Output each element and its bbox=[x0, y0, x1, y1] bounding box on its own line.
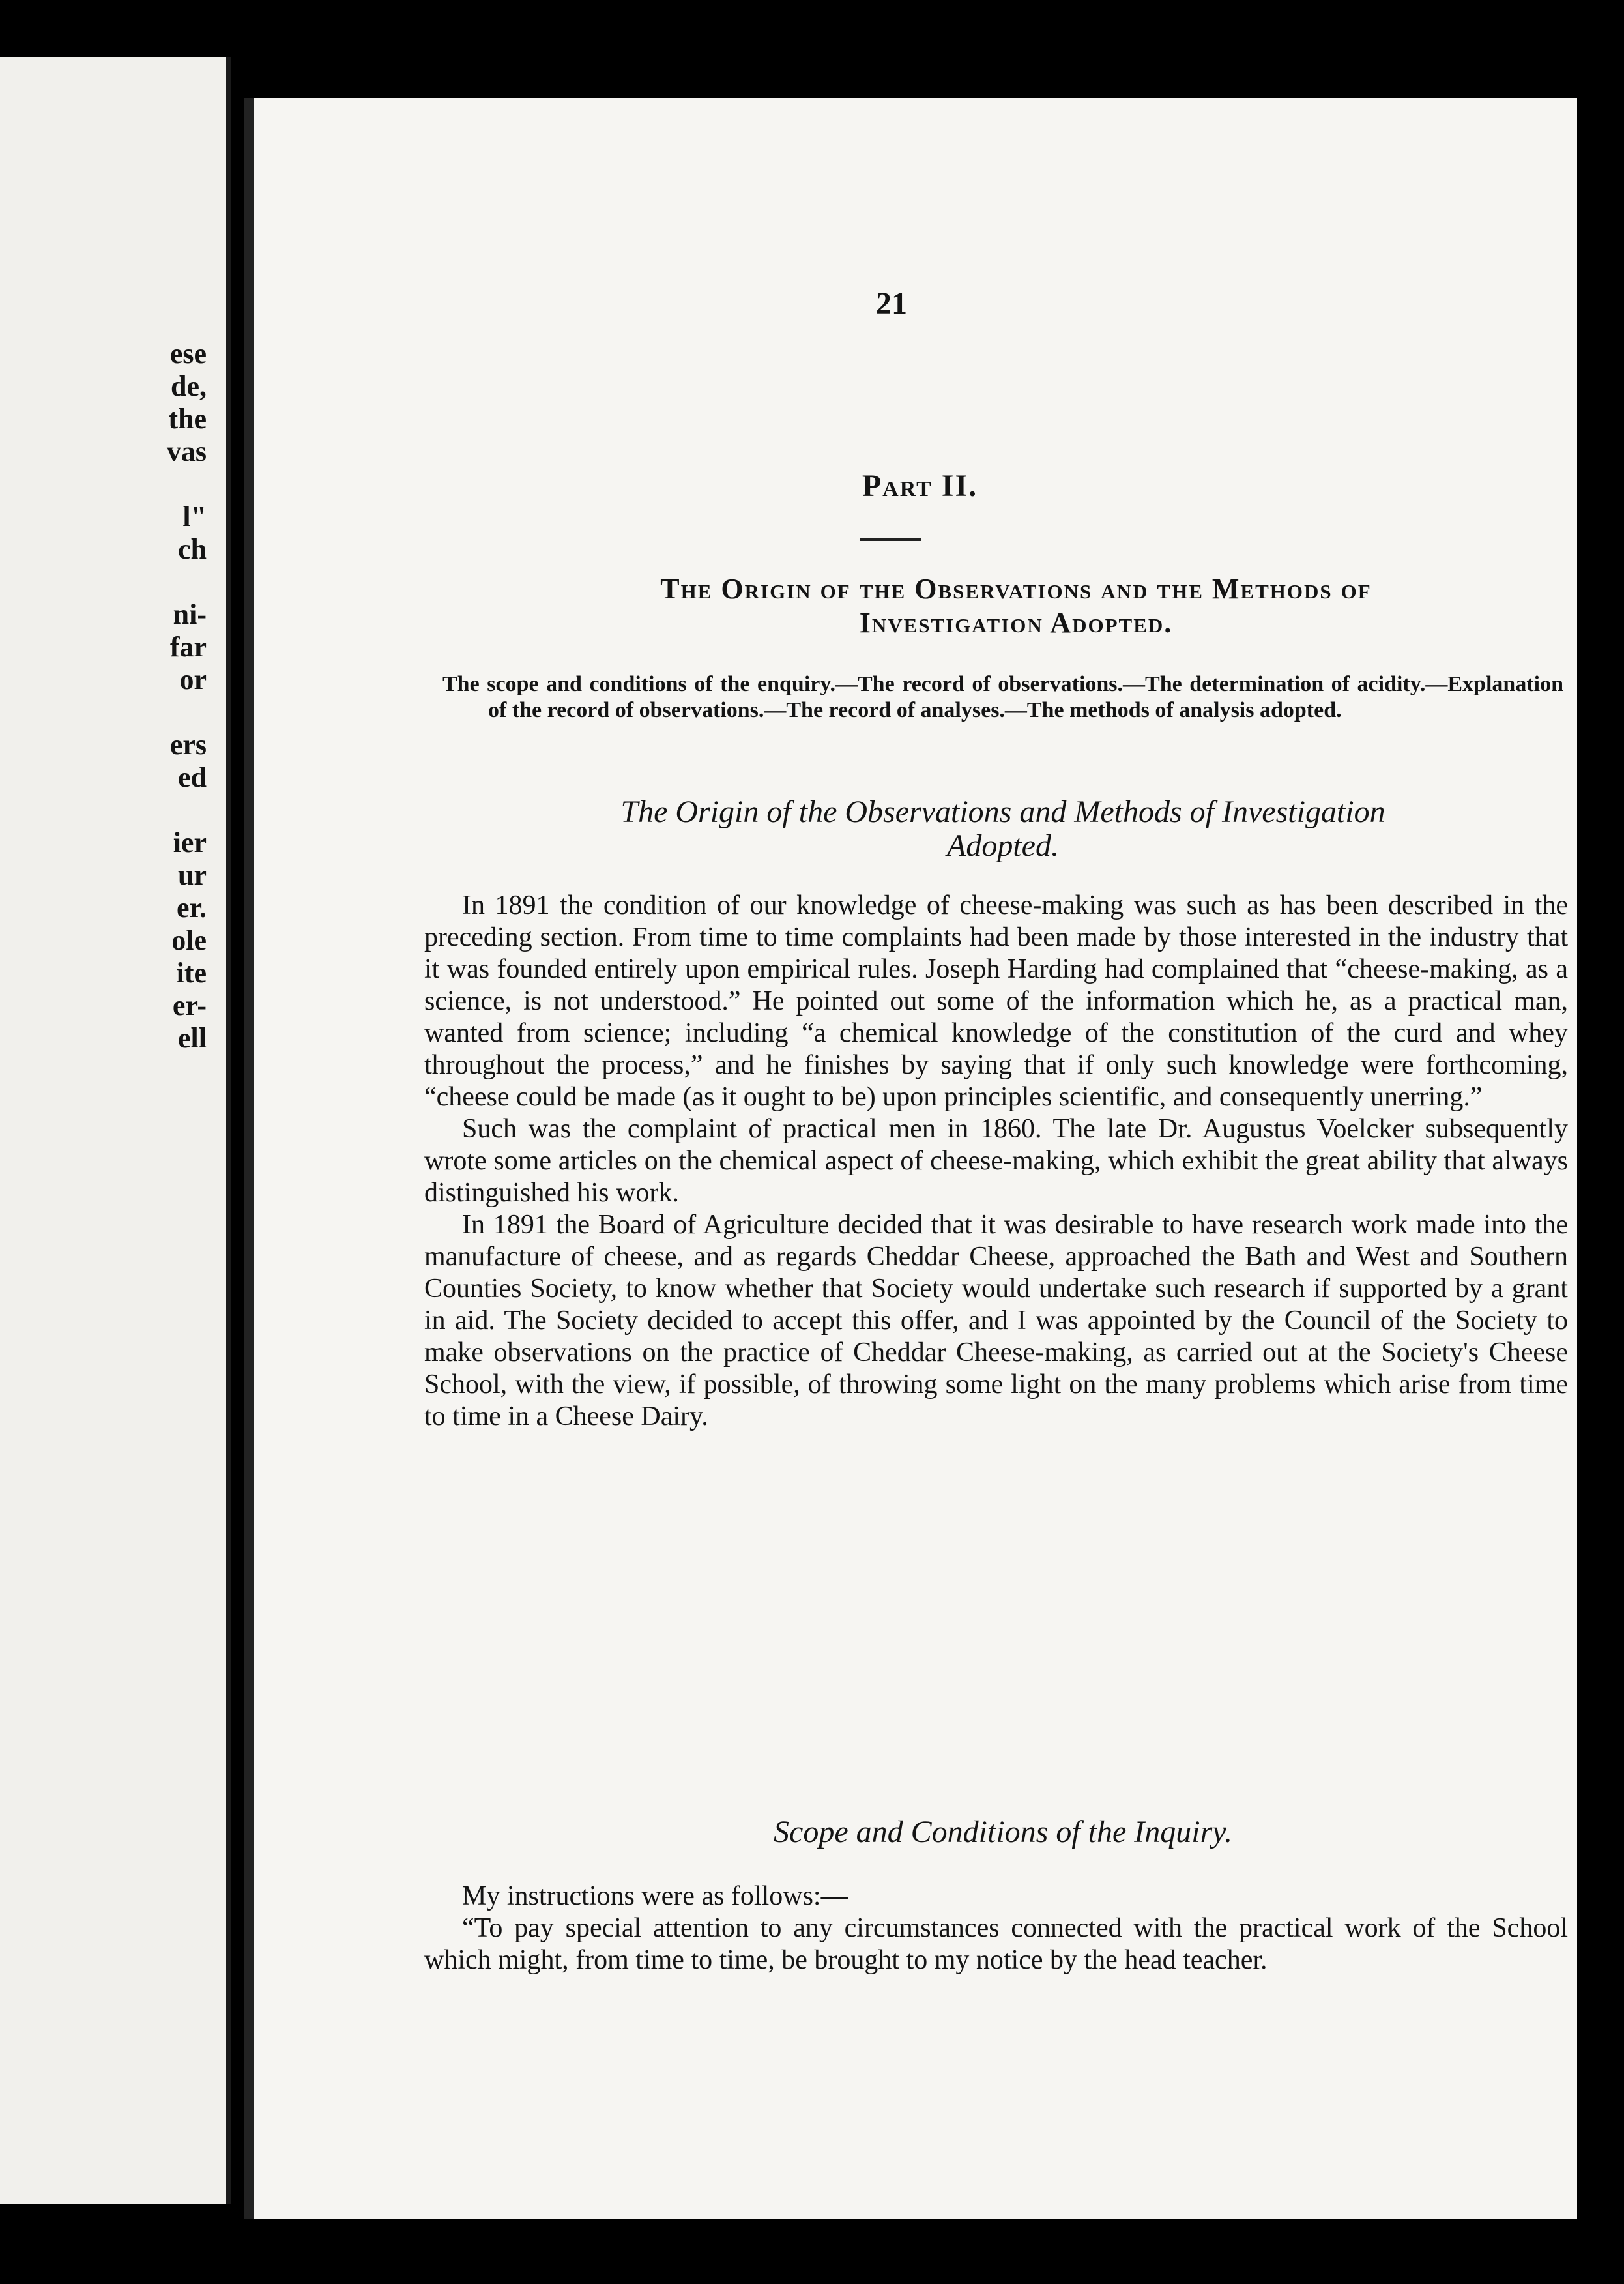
paragraph: Such was the complaint of practical men in 1860. The late Dr. Augustus Voelcker subsequently wrote some articles on the chemical aspect of cheese-making, which exhibit the great ability that always distinguished his work. bbox=[424, 1114, 1568, 1208]
chapter-title-line-1: The Origin of the Observations and the Methods of bbox=[660, 573, 1372, 605]
paragraph: My instructions were as follows:— bbox=[462, 1881, 848, 1911]
left-facing-page bbox=[0, 57, 231, 2204]
section-heading-origin bbox=[423, 795, 1583, 863]
section-origin-body bbox=[424, 890, 1568, 1433]
section-heading-scope: Scope and Conditions of the Inquiry. bbox=[774, 1815, 1232, 1849]
page-number: 21 bbox=[876, 286, 907, 321]
chapter-synopsis: The scope and conditions of the enquiry.—The record of observations.—The determination of acidity.—Explanation of the record of observations.—The record of analyses.—The methods of analysis adopted. bbox=[442, 672, 1563, 722]
paragraph: In 1891 the condition of our knowledge of cheese-making was such as has been described in the preceding section. From time to time complaints had been made by those interested in the industry that it was founded entirely upon empirical rules. Joseph Harding had complained that “cheese-making, as a science, is not understood.” He pointed out some of the information which he, as a practical man, wanted from science; including “a chemical knowledge of the constitution of the curd and whey throughout the process,” and he finishes by saying that if only such knowledge were forthcoming, “cheese could be made (as it ought to be) upon principles scientific, and consequently unerring.” bbox=[424, 890, 1568, 1112]
chapter-title-line-2: Investigation Adopted. bbox=[859, 607, 1173, 639]
paragraph: In 1891 the Board of Agriculture decided that it was desirable to have research work made into the manufacture of cheese, and as regards Cheddar Cheese, approached the Bath and West and Southern Counties Society, to know whether that Society would undertake such research if supported by a grant in aid. The Society decided to accept this offer, and I was appointed by the Council of the Society to make observations on the practice of Cheddar Cheese-making, as carried out at the Society's Cheese School, with the view, if possible, of throwing some light on the many problems which arise from time to time in a Cheese Dairy. bbox=[424, 1210, 1568, 1431]
title-rule bbox=[860, 538, 921, 541]
chapter-title bbox=[462, 572, 1570, 640]
part-title: Part II. bbox=[862, 469, 978, 503]
section-heading-origin-line-1: The Origin of the Observations and Methods of Investigation bbox=[620, 795, 1385, 829]
section-scope-body bbox=[424, 1881, 1568, 1976]
paragraph: “To pay special attention to any circumstances connected with the practical work of the School which might, from time to time, be brought to my notice by the head teacher. bbox=[424, 1913, 1568, 1975]
section-heading-origin-line-2: Adopted. bbox=[947, 828, 1059, 863]
left-page-text-fragments: ese de, the vas l" ch ni- far or ers ed ier ur er. ole ite er- ell bbox=[166, 338, 207, 1054]
right-page bbox=[244, 98, 1577, 2219]
